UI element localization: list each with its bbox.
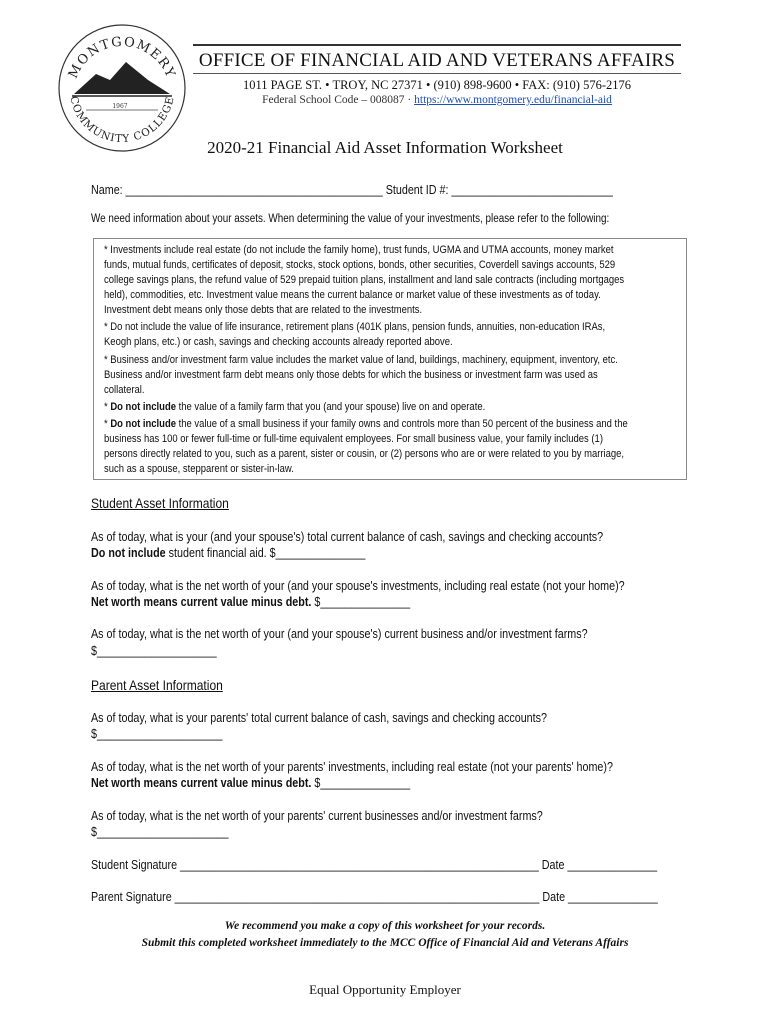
box-line: collateral.	[104, 384, 145, 396]
student-q3-blank[interactable]: $____________________	[91, 644, 217, 658]
do-not-include-bold: Do not include	[91, 546, 166, 560]
student-q1-answer[interactable]	[91, 546, 365, 560]
box-line: * Business and/or investment farm value includes the market value of land, buildings, machinery, equipment, inventory, etc.	[104, 354, 618, 366]
box-line: held), commodities, etc. Investment value means the current balance or market value of these investments as of today.	[104, 289, 601, 301]
box-line: Investment debt means only those debts that are related to the investments.	[104, 304, 423, 316]
logo-arc-bottom: COMMUNITY COLLEGE	[67, 95, 177, 146]
parent-q3-blank[interactable]: $______________________	[91, 825, 229, 839]
document-title: 2020-21 Financial Aid Asset Information Worksheet	[207, 138, 563, 157]
box-line: * Investments include real estate (do not include the family home), trust funds, UGMA and UTMA accounts, money market	[104, 244, 614, 256]
box-line: such as a spouse, stepparent or sister-in-law.	[104, 463, 294, 475]
investment-definitions-box	[93, 238, 687, 480]
box-line	[104, 400, 485, 414]
submit-note: Submit this completed worksheet immediately to the MCC Office of Financial Aid and Veterans Affairs	[141, 937, 629, 949]
parent-q1: As of today, what is your parents' total current balance of cash, savings and checking accounts?	[91, 711, 548, 725]
box-line: college savings plans, the refund value of 529 prepaid tuition plans, installment and land sale contracts (including mortgages	[104, 274, 625, 286]
box-line: business has 100 or fewer full-time or full-time equivalent employees. For small business value, your family includes (1)	[104, 433, 603, 445]
box-line	[104, 417, 628, 431]
box-line: funds, mutual funds, certificates of deposit, stocks, stock options, bonds, other securities, Coverdell savings accounts, 529	[104, 259, 616, 271]
box-line: Business and/or investment farm debt means only those debts for which the business or investment farm was used as	[104, 369, 598, 381]
parent-signature-line[interactable]: Parent Signature _____________________________________________________________ Date _______________	[91, 890, 658, 904]
intro-text: We need information about your assets. When determining the value of your investments, please refer to the following:	[91, 213, 610, 225]
mountain-icon	[74, 62, 170, 94]
parent-q1-blank[interactable]: $_____________________	[91, 727, 223, 741]
logo-arc-top: MONTGOMERY	[65, 34, 179, 81]
net-worth-bold: Net worth means current value minus debt.	[91, 595, 312, 609]
parent-asset-heading: Parent Asset Information	[91, 677, 223, 693]
header-rule-bottom	[193, 73, 681, 74]
box-star: *	[104, 418, 111, 430]
header-rule-top	[193, 44, 681, 46]
net-worth-bold: Net worth means current value minus debt.	[91, 776, 312, 790]
parent-q2: As of today, what is the net worth of your parents' investments, including real estate (not your parents' home)?	[91, 760, 613, 774]
student-q2-blank: $_______________	[311, 595, 411, 609]
equal-opportunity-note: Equal Opportunity Employer	[309, 982, 461, 997]
student-q2: As of today, what is the net worth of your (and your spouse's investments, including real estate (not your home)?	[91, 579, 625, 593]
student-q1-blank: student financial aid. $_______________	[165, 546, 366, 560]
recommend-note: We recommend you make a copy of this worksheet for your records.	[224, 920, 546, 932]
student-q2-answer[interactable]	[91, 595, 410, 609]
box-line-rest: the value of a small business if your family owns and controls more than 50 percent of the business and the	[176, 418, 628, 430]
do-not-include-bold: Do not include	[110, 418, 177, 430]
do-not-include-bold: Do not include	[110, 401, 177, 413]
student-q1: As of today, what is your (and your spouse's) total current balance of cash, savings and checking accounts?	[91, 530, 604, 544]
student-q3: As of today, what is the net worth of your (and your spouse's) current business and/or investment farms?	[91, 627, 588, 641]
office-title: OFFICE OF FINANCIAL AID AND VETERANS AFFAIRS	[198, 50, 676, 71]
logo-year: 1967	[112, 103, 128, 110]
school-code-line	[193, 94, 681, 106]
box-line: * Do not include the value of life insurance, retirement plans (401K plans, pension funds, annuities, non-education IRAs,	[104, 321, 606, 333]
school-code: Federal School Code – 008087 ·	[262, 94, 415, 106]
college-seal-logo	[56, 22, 188, 154]
address-line: 1011 PAGE ST. • TROY, NC 27371 • (910) 898-9600 • FAX: (910) 576-2176	[242, 78, 632, 92]
box-star: *	[104, 401, 111, 413]
name-student-id-field[interactable]: Name: ___________________________________________ Student ID #: ___________________________	[91, 183, 613, 197]
parent-q2-answer[interactable]	[91, 776, 410, 790]
student-signature-line[interactable]: Student Signature ____________________________________________________________ Date _______________	[91, 858, 658, 872]
financial-aid-link[interactable]: https://www.montgomery.edu/financial-aid	[414, 94, 612, 106]
box-line-rest: the value of a family farm that you (and your spouse) live on and operate.	[176, 401, 486, 413]
parent-q2-blank: $_______________	[311, 776, 411, 790]
parent-q3: As of today, what is the net worth of your parents' current businesses and/or investment farms?	[91, 809, 543, 823]
student-asset-heading: Student Asset Information	[91, 495, 229, 511]
box-line: persons directly related to you, such as a parent, sister or cousin, or (2) persons who are or were related to you by marriage,	[104, 448, 625, 460]
box-line: Keogh plans, etc.) or cash, savings and checking accounts already reported above.	[104, 336, 453, 348]
